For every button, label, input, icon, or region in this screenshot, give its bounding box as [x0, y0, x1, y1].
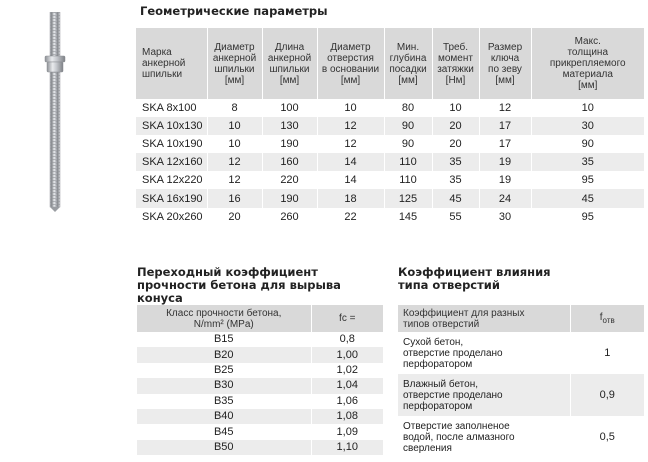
geometry-cell-value: 30 — [479, 208, 531, 226]
geometry-cell-value: 14 — [317, 153, 384, 171]
geometry-cell-value: 19 — [479, 153, 531, 171]
hole-cell-value: 1 — [570, 332, 644, 374]
conversion-cell-fc: 0,8 — [311, 332, 383, 347]
geometry-cell-value: 20 — [432, 135, 479, 153]
geometry-row — [136, 135, 644, 153]
geometry-cell-value: 100 — [262, 99, 317, 117]
conversion-cell-fc: 1,00 — [311, 347, 383, 362]
geometry-cell-value: 8 — [207, 99, 262, 117]
geometry-cell-value: 17 — [479, 135, 531, 153]
hole-description-line: Сухой бетон, — [403, 336, 464, 348]
conversion-cell-class: B20 — [137, 347, 311, 362]
geometry-header-line: шпильки — [142, 69, 183, 80]
geometry-header-row — [136, 28, 644, 99]
geometry-row — [136, 171, 644, 189]
conversion-cell-class: B15 — [137, 332, 311, 347]
geometry-header-line: Диаметр — [214, 41, 255, 53]
conversion-row — [137, 394, 383, 409]
conversion-header-fc: fc = — [311, 305, 383, 332]
conversion-header-class-line1: Класс прочности бетона, — [166, 307, 282, 319]
hole-cell-value: 0,9 — [570, 374, 644, 416]
conversion-cell-fc: 1,04 — [311, 378, 383, 393]
stud-nut — [47, 62, 63, 72]
hole-header-row — [398, 305, 644, 332]
geometry-cell-value: 19 — [479, 171, 531, 189]
geometry-header-line: ключа — [490, 52, 520, 64]
hole-description-line: отверстие проделано — [403, 389, 503, 401]
conversion-cell-fc: 1,09 — [311, 424, 383, 439]
conversion-row — [137, 332, 383, 347]
stud-rod — [50, 12, 60, 207]
geometry-row — [136, 208, 644, 226]
geometry-cell-value: 260 — [262, 208, 317, 226]
geometry-cell-value: 35 — [531, 153, 644, 171]
conversion-header-class-line2: N/mm² (MPa) — [193, 318, 254, 330]
hole-description-line: перфоратором — [403, 400, 473, 412]
geometry-cell-value: 125 — [384, 189, 432, 207]
hole-description-line: водой, после алмазного — [403, 431, 515, 443]
geometry-row — [136, 117, 644, 135]
geometry-cell-value: 24 — [479, 189, 531, 207]
conversion-header-class — [137, 305, 311, 332]
conversion-cell-class: B50 — [137, 440, 311, 455]
geometry-cell-value: 190 — [262, 135, 317, 153]
geometry-cell-value: 190 — [262, 189, 317, 207]
geometry-cell-value: 10 — [207, 135, 262, 153]
geometry-header-line: посадки — [389, 63, 427, 75]
geometry-header-line: анкерной — [212, 52, 257, 64]
geometry-header-line: в основании — [321, 63, 380, 75]
geometry-header-cell — [531, 28, 644, 99]
geometry-cell-value: 220 — [262, 171, 317, 189]
geometry-header-cell — [262, 28, 317, 99]
geometry-cell-value: 30 — [531, 117, 644, 135]
hole-header-f-symbol: f — [599, 311, 603, 323]
geometry-cell-model: SKA 10x130 — [136, 117, 207, 135]
geometry-header-line: анкерной — [267, 52, 312, 64]
geometry-cell-value: 130 — [262, 117, 317, 135]
geometry-header-line: Диаметр — [330, 41, 371, 53]
hole-description-line: Отверстие заполненое — [403, 420, 510, 432]
geometry-cell-value: 18 — [317, 189, 384, 207]
hole-row — [398, 374, 644, 416]
hole-header-coef — [398, 305, 570, 332]
geometry-cell-value: 12 — [207, 171, 262, 189]
geometry-cell-value: 35 — [432, 153, 479, 171]
stud-tip — [50, 207, 60, 212]
conversion-row — [137, 440, 383, 455]
conversion-cell-fc: 1,08 — [311, 409, 383, 424]
geometry-cell-value: 10 — [317, 99, 384, 117]
conversion-cell-class: B30 — [137, 378, 311, 393]
geometry-header-line: Размер — [487, 41, 523, 53]
hole-description-line: сверления — [403, 442, 452, 454]
hole-cell-description — [398, 332, 570, 374]
geometry-header-line: [Нм] — [445, 74, 466, 86]
geometry-cell-value: 20 — [432, 117, 479, 135]
geometry-cell-value: 95 — [531, 208, 644, 226]
geometry-cell-model: SKA 8x100 — [136, 99, 207, 117]
hole-header-f — [570, 305, 644, 332]
geometry-cell-value: 145 — [384, 208, 432, 226]
geometry-row — [136, 153, 644, 171]
geometry-header-line: материала — [562, 69, 613, 80]
geometry-header-line: анкерной — [142, 58, 186, 69]
conversion-cell-fc: 1,02 — [311, 363, 383, 378]
hole-cell-description — [398, 416, 570, 458]
geometry-cell-value: 90 — [384, 135, 432, 153]
geometry-cell-model: SKA 12x160 — [136, 153, 207, 171]
geometry-cell-value: 95 — [531, 171, 644, 189]
hole-header-f-subscript: отв — [602, 315, 615, 325]
hole-description-line: Влажный бетон, — [403, 378, 479, 390]
hole-table — [398, 305, 644, 458]
geometry-cell-value: 17 — [479, 117, 531, 135]
geometry-header-cell — [432, 28, 479, 99]
conversion-cell-class: B35 — [137, 394, 311, 409]
geometry-cell-value: 80 — [384, 99, 432, 117]
conversion-row — [137, 363, 383, 378]
geometry-cell-value: 110 — [384, 171, 432, 189]
geometry-header-line: [мм] — [224, 74, 245, 86]
geometry-header-line: момент — [438, 52, 473, 64]
hole-title-line2: типа отверстий — [398, 278, 500, 292]
geometry-header-line: прикрепляемого — [549, 58, 626, 69]
conversion-cell-class: B40 — [137, 409, 311, 424]
geometry-header-line: [мм] — [340, 74, 361, 86]
conversion-header-row — [137, 305, 383, 332]
stud-washer — [45, 56, 65, 62]
geometry-cell-value: 55 — [432, 208, 479, 226]
geometry-header-cell — [479, 28, 531, 99]
geometry-header-line: Макс. — [574, 36, 601, 47]
hole-description-line: отверстие проделано — [403, 347, 503, 359]
anchor-stud-image — [40, 12, 70, 212]
geometry-cell-value: 45 — [531, 189, 644, 207]
geometry-header-line: Марка — [142, 47, 172, 58]
geometry-cell-value: 12 — [479, 99, 531, 117]
hole-header-coef-line1: Коэффициент для разных — [403, 307, 525, 319]
geometry-header-line: [мм] — [495, 74, 515, 86]
geometry-cell-value: 110 — [384, 153, 432, 171]
geometry-cell-value: 12 — [207, 153, 262, 171]
hole-title — [398, 266, 638, 292]
geometry-header-line: Треб. — [442, 41, 469, 53]
geometry-header-line: шпильки — [214, 63, 255, 75]
geometry-cell-value: 10 — [432, 99, 479, 117]
conversion-cell-class: B45 — [137, 424, 311, 439]
geometry-cell-value: 45 — [432, 189, 479, 207]
geometry-header-line: отверстия — [327, 52, 374, 64]
geometry-header-cell — [207, 28, 262, 99]
conversion-row — [137, 409, 383, 424]
conversion-cell-fc: 1,10 — [311, 440, 383, 455]
geometry-cell-value: 90 — [384, 117, 432, 135]
geometry-cell-value: 160 — [262, 153, 317, 171]
geometry-cell-value: 14 — [317, 171, 384, 189]
geometry-cell-value: 22 — [317, 208, 384, 226]
conversion-table — [137, 305, 383, 455]
hole-row — [398, 332, 644, 374]
geometry-cell-model: SKA 12x220 — [136, 171, 207, 189]
geometry-header-line: затяжки — [437, 63, 474, 75]
hole-row — [398, 416, 644, 458]
conversion-row — [137, 378, 383, 393]
geometry-cell-value: 10 — [531, 99, 644, 117]
conversion-title-line1: Переходный коэффициент — [137, 265, 318, 279]
geometry-header-line: Мин. — [396, 41, 420, 53]
geometry-cell-value: 10 — [207, 117, 262, 135]
hole-cell-description — [398, 374, 570, 416]
geometry-cell-value: 20 — [207, 208, 262, 226]
geometry-row — [136, 99, 644, 117]
geometry-cell-value: 16 — [207, 189, 262, 207]
hole-header-coef-line2: типов отверстий — [403, 318, 480, 330]
geometry-cell-value: 12 — [317, 117, 384, 135]
conversion-row — [137, 347, 383, 362]
geometry-header-line: толщина — [567, 47, 609, 58]
geometry-header-line: [мм] — [279, 74, 300, 86]
geometry-header-cell — [384, 28, 432, 99]
geometry-table — [136, 28, 644, 226]
hole-title-line1: Коэффициент влияния — [398, 265, 551, 279]
geometry-header-cell — [317, 28, 384, 99]
geometry-title: Геометрические параметры — [140, 4, 328, 18]
geometry-cell-model: SKA 16x190 — [136, 189, 207, 207]
geometry-header-line: по зеву — [488, 63, 522, 75]
geometry-header-line: шпильки — [269, 63, 310, 75]
geometry-row — [136, 189, 644, 207]
geometry-header-line: глубина — [389, 52, 427, 64]
conversion-cell-class: B25 — [137, 363, 311, 378]
conversion-title — [137, 266, 387, 305]
geometry-header-cell — [136, 28, 207, 99]
hole-description-line: перфоратором — [403, 358, 473, 370]
conversion-title-line2: прочности бетона для вырыва конуса — [137, 278, 341, 305]
conversion-row — [137, 424, 383, 439]
conversion-cell-fc: 1,06 — [311, 394, 383, 409]
geometry-header-line: [мм] — [398, 74, 418, 86]
geometry-cell-value: 12 — [317, 135, 384, 153]
geometry-header-line: Длина — [274, 41, 305, 53]
hole-cell-value: 0,5 — [570, 416, 644, 458]
geometry-cell-model: SKA 10x190 — [136, 135, 207, 153]
geometry-cell-model: SKA 20x260 — [136, 208, 207, 226]
geometry-cell-value: 35 — [432, 171, 479, 189]
geometry-cell-value: 90 — [531, 135, 644, 153]
geometry-header-line: [мм] — [578, 80, 598, 91]
